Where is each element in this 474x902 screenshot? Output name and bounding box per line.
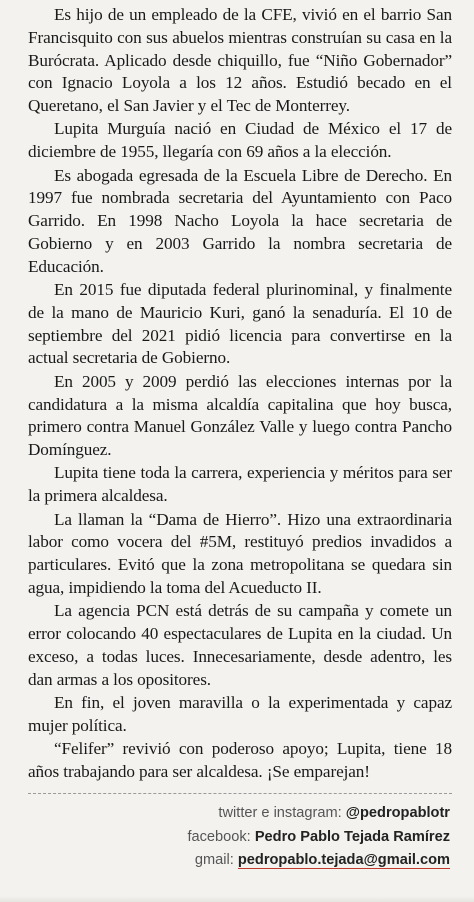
paragraph-2: Lupita Murguía nació en Ciudad de México el 17 de diciembre de 1955, llegaría con 69 años a la elección.: [28, 119, 452, 162]
paragraph-3: Es abogada egresada de la Escuela Libre de Derecho. En 1997 fue nombrada secretaria del Ayuntamiento con Paco Garrido. En 1998 Nacho Loyola la hace secretaria de Gobierno y en 2003 Garrido la nombra secretaria de Educación.: [28, 165, 452, 276]
twitter-handle[interactable]: @pedropablotr: [345, 805, 450, 821]
paragraph-7: La llaman la “Dama de Hierro”. Hizo una extraordinaria labor como vocera del #5M, restituyó predios invadidos a particulares. Evitó que la zona metropolitana se quedara sin agua, impidiendo la toma del Acueducto II.: [28, 509, 452, 597]
page-bottom-edge: [0, 896, 474, 902]
author-credits: [187, 802, 450, 873]
gmail-label: gmail:: [194, 852, 234, 868]
paragraph-10: “Felifer” revivió con poderoso apoyo; Lupita, tiene 18 años trabajando para ser alcaldesa. ¡Se emparejan!: [28, 739, 452, 781]
paragraph-8: La agencia PCN está detrás de su campaña y comete un error colocando 40 espectaculares de Lupita en la ciudad. Un exceso, a todas luces. Innecesariamente, desde adentro, les dan armas a los opositores.: [28, 601, 452, 689]
facebook-credit: [187, 826, 450, 850]
paragraph-6: Lupita tiene toda la carrera, experiencia y méritos para ser la primera alcaldesa.: [28, 463, 452, 506]
gmail-credit: [187, 849, 450, 873]
paragraph-1: Es hijo de un empleado de la CFE, vivió en el barrio San Francisquito con sus abuelos mientras construían su casa en la Burócrata. Aplicado desde chiquillo, fue “Niño Gobernador” con Ignacio Loyola a los 12 años. Estudió becado en el Queretano, el San Javier y el Tec de Monterrey.: [28, 5, 452, 116]
article-body: [28, 4, 452, 784]
facebook-name[interactable]: Pedro Pablo Tejada Ramírez: [254, 828, 450, 845]
twitter-label: twitter e instagram:: [218, 805, 342, 821]
paragraph-4: En 2015 fue diputada federal plurinominal, y finalmente de la mano de Mauricio Kuri, ganó la senaduría. El 10 de septiembre del 2021 pidió licencia para convertirse en la actual secretaria de Gobierno.: [28, 280, 452, 368]
twitter-credit: [187, 802, 450, 826]
paragraph-9: En fin, el joven maravilla o la experimentada y capaz mujer política.: [28, 692, 452, 735]
facebook-label: facebook:: [187, 828, 251, 845]
email-link[interactable]: pedropablo.tejada@gmail.com: [237, 852, 450, 868]
section-divider: [28, 793, 452, 794]
paragraph-5: En 2005 y 2009 perdió las elecciones internas por la candidatura a la misma alcaldía capitalina que hoy busca, primero contra Manuel González Valle y luego contra Pancho Domínguez.: [28, 371, 452, 460]
